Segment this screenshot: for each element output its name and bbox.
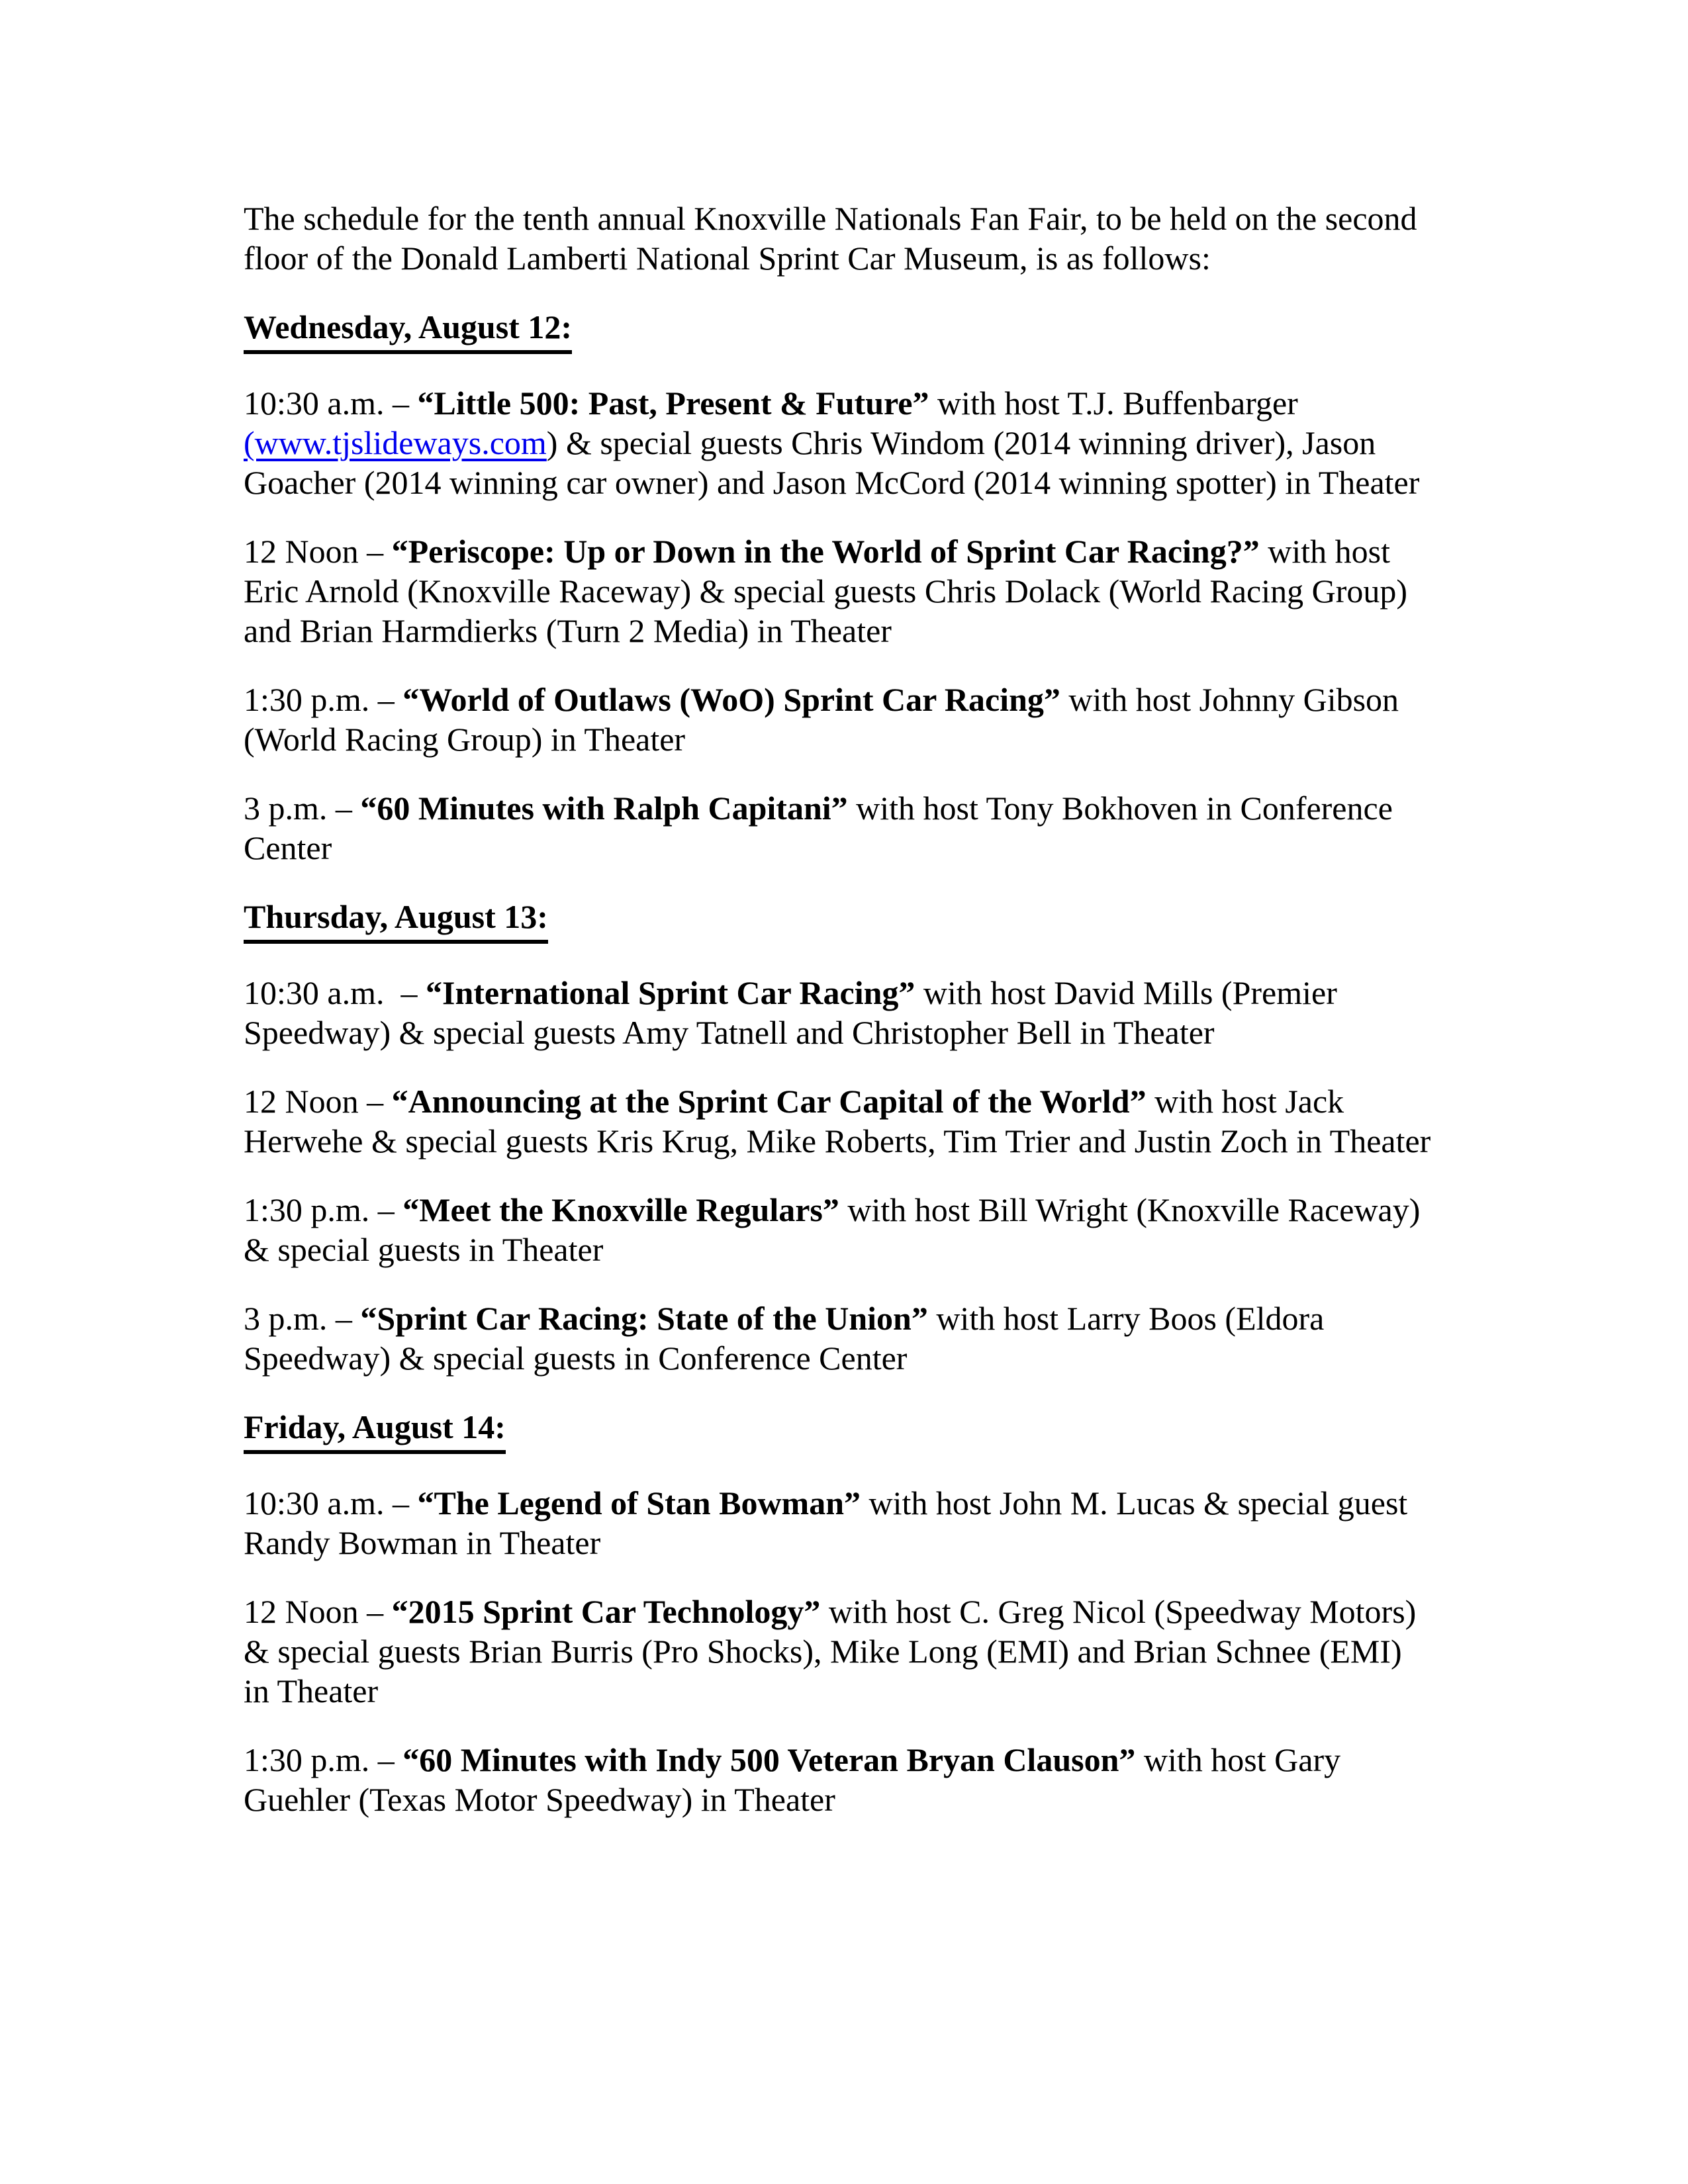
schedule-entry <box>244 788 1463 868</box>
text-segment: Randy Bowman in Theater <box>244 1524 601 1561</box>
text-line <box>244 531 1463 571</box>
text-segment: 10:30 a.m. – <box>244 385 418 422</box>
text-segment: with host Jack <box>1146 1083 1344 1120</box>
text-line <box>244 238 1463 278</box>
event-title: “60 Minutes with Indy 500 Veteran Bryan Clauson” <box>402 1741 1136 1778</box>
text-segment: with host Gary <box>1135 1741 1341 1778</box>
text-segment: 1:30 p.m. – <box>244 681 403 718</box>
schedule-entry <box>244 1081 1463 1161</box>
day-heading-text: Friday, August 14: <box>244 1407 506 1454</box>
text-line <box>244 1013 1463 1052</box>
text-segment: and Brian Harmdierks (Turn 2 Media) in Theater <box>244 612 892 649</box>
event-title: “Little 500: Past, Present & Future” <box>417 385 929 422</box>
intro-paragraph <box>244 199 1463 278</box>
text-segment: with host Tony Bokhoven in Conference <box>847 790 1393 827</box>
text-line <box>244 1740 1463 1780</box>
text-line <box>244 423 1463 463</box>
text-segment: & special guests in Theater <box>244 1231 604 1268</box>
schedule-entry <box>244 1592 1463 1711</box>
text-line <box>244 973 1463 1013</box>
text-segment: floor of the Donald Lamberti National Sprint Car Museum, is as follows: <box>244 240 1211 277</box>
text-segment: with host Johnny Gibson <box>1060 681 1399 718</box>
event-title: “Announcing at the Sprint Car Capital of the World” <box>391 1083 1147 1120</box>
day-heading-text: Thursday, August 13: <box>244 897 548 944</box>
text-segment: with host David Mills (Premier <box>915 974 1337 1011</box>
text-line <box>244 1081 1463 1121</box>
day-heading-text: Wednesday, August 12: <box>244 307 572 354</box>
text-line <box>244 199 1463 238</box>
schedule-entry <box>244 1740 1463 1819</box>
text-segment: 1:30 p.m. – <box>244 1741 403 1778</box>
event-title: “International Sprint Car Racing” <box>425 974 915 1011</box>
document-content <box>244 199 1463 1819</box>
text-line <box>244 1671 1463 1711</box>
event-title: “2015 Sprint Car Technology” <box>391 1593 821 1630</box>
text-segment: 3 p.m. – <box>244 790 361 827</box>
event-title: “60 Minutes with Ralph Capitani” <box>360 790 848 827</box>
text-segment: 12 Noon – <box>244 533 392 570</box>
text-segment: ) & special guests Chris Windom (2014 winning driver), Jason <box>546 424 1376 461</box>
text-line <box>244 463 1463 502</box>
text-segment: in Theater <box>244 1672 379 1709</box>
text-segment: (World Racing Group) in Theater <box>244 721 686 758</box>
text-segment: Speedway) & special guests in Conference Center <box>244 1340 908 1377</box>
day-heading <box>244 897 1463 944</box>
day-heading <box>244 307 1463 354</box>
text-segment: 12 Noon – <box>244 1083 392 1120</box>
text-line <box>244 1338 1463 1378</box>
text-line <box>244 1592 1463 1631</box>
text-segment: Guehler (Texas Motor Speedway) in Theater <box>244 1781 835 1818</box>
text-line <box>244 571 1463 611</box>
text-line <box>244 611 1463 651</box>
text-segment: Herwehe & special guests Kris Krug, Mike Roberts, Tim Trier and Justin Zoch in Theater <box>244 1122 1431 1160</box>
text-line <box>244 719 1463 759</box>
schedule-entry <box>244 973 1463 1052</box>
text-line <box>244 1780 1463 1819</box>
text-segment: Eric Arnold (Knoxville Raceway) & special guests Chris Dolack (World Racing Group) <box>244 572 1408 610</box>
text-segment: with host <box>1259 533 1390 570</box>
schedule-entry <box>244 383 1463 502</box>
schedule-entry <box>244 531 1463 651</box>
text-segment: Goacher (2014 winning car owner) and Jason McCord (2014 winning spotter) in Theater <box>244 464 1420 501</box>
text-segment: 1:30 p.m. – <box>244 1191 403 1228</box>
text-line <box>244 1121 1463 1161</box>
text-segment: 3 p.m. – <box>244 1300 361 1337</box>
text-line <box>244 1190 1463 1230</box>
text-line <box>244 788 1463 828</box>
text-segment: 10:30 a.m. – <box>244 1484 418 1522</box>
text-line <box>244 1631 1463 1671</box>
text-line <box>244 1298 1463 1338</box>
text-segment: 12 Noon – <box>244 1593 392 1630</box>
event-title: “Sprint Car Racing: State of the Union” <box>360 1300 928 1337</box>
event-title: “Periscope: Up or Down in the World of Sprint Car Racing?” <box>391 533 1260 570</box>
text-line <box>244 383 1463 423</box>
day-heading <box>244 1407 1463 1454</box>
schedule-entry <box>244 1190 1463 1269</box>
text-line <box>244 1523 1463 1563</box>
text-segment: 10:30 a.m. – <box>244 974 426 1011</box>
schedule-entry <box>244 680 1463 759</box>
text-segment: with host John M. Lucas & special guest <box>861 1484 1408 1522</box>
text-segment: with host T.J. Buffenbarger <box>929 385 1298 422</box>
text-line <box>244 1230 1463 1269</box>
text-segment: with host Bill Wright (Knoxville Raceway) <box>839 1191 1421 1228</box>
event-title: “World of Outlaws (WoO) Sprint Car Racing” <box>402 681 1060 718</box>
event-title: “Meet the Knoxville Regulars” <box>402 1191 839 1228</box>
text-segment: The schedule for the tenth annual Knoxville Nationals Fan Fair, to be held on the second <box>244 200 1417 237</box>
event-link[interactable]: (www.tjslideways.com <box>244 424 547 461</box>
event-title: “The Legend of Stan Bowman” <box>417 1484 861 1522</box>
text-segment: Speedway) & special guests Amy Tatnell and Christopher Bell in Theater <box>244 1014 1215 1051</box>
text-line <box>244 1483 1463 1523</box>
text-line <box>244 828 1463 868</box>
text-segment: with host C. Greg Nicol (Speedway Motors) <box>820 1593 1417 1630</box>
schedule-entry <box>244 1483 1463 1563</box>
text-segment: & special guests Brian Burris (Pro Shocks), Mike Long (EMI) and Brian Schnee (EMI) <box>244 1633 1402 1670</box>
schedule-entry <box>244 1298 1463 1378</box>
text-line <box>244 680 1463 719</box>
text-segment: Center <box>244 829 332 866</box>
text-segment: with host Larry Boos (Eldora <box>927 1300 1325 1337</box>
